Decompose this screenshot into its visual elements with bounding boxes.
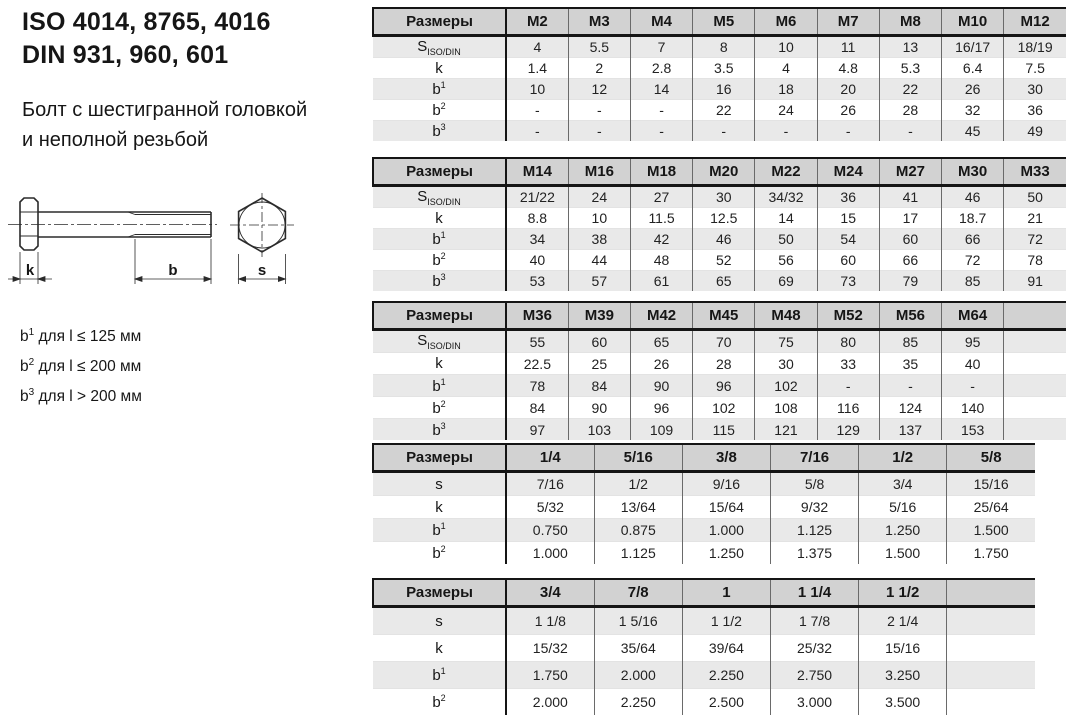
cell-value: 57 (568, 271, 630, 292)
cell-value: 73 (817, 271, 879, 292)
table-row (373, 496, 1035, 519)
column-header: M18 (630, 158, 692, 186)
cell-value: 1 5/16 (594, 607, 682, 635)
cell-value: 4 (755, 58, 817, 79)
cell-value: 46 (693, 229, 755, 250)
column-header: M42 (630, 302, 692, 330)
cell-value: - (506, 100, 568, 121)
cell-value: 1 1/8 (506, 607, 594, 635)
cell-value: 0.875 (594, 519, 682, 542)
cell-value: 1.000 (506, 542, 594, 565)
cell-value: 2.8 (630, 58, 692, 79)
row-label: $b^1$ (373, 375, 506, 397)
column-header: M8 (879, 8, 941, 36)
cell-value: 116 (817, 397, 879, 419)
cell-value: 18 (755, 79, 817, 100)
cell-empty (1004, 419, 1066, 441)
cell-value: 54 (817, 229, 879, 250)
table-row (373, 330, 1066, 353)
dim-label-b: b (168, 262, 178, 279)
table-row (373, 250, 1066, 271)
table-row (373, 353, 1066, 375)
cell-value: 5/8 (770, 472, 858, 496)
table-row (373, 472, 1035, 496)
cell-value: 9/32 (770, 496, 858, 519)
cell-value: 30 (755, 353, 817, 375)
cell-value: 8 (693, 36, 755, 58)
column-header: 3/4 (506, 579, 594, 607)
column-header: M5 (693, 8, 755, 36)
table-row (373, 58, 1066, 79)
cell-value: 2.250 (594, 689, 682, 716)
cell-empty (1004, 353, 1066, 375)
table-corner-label: Размеры (373, 302, 506, 330)
column-header: 1/2 (859, 444, 947, 472)
cell-value: 2.750 (770, 662, 858, 689)
cell-value: 44 (568, 250, 630, 271)
cell-value: 9/16 (682, 472, 770, 496)
cell-value: 1.500 (947, 519, 1035, 542)
column-header: 1 1/4 (770, 579, 858, 607)
cell-value: - (879, 375, 941, 397)
cell-value: 50 (1004, 186, 1066, 208)
table-metric-m14-m33 (372, 157, 1066, 291)
title-din: DIN 931, 960, 601 (22, 41, 229, 69)
cell-value: 108 (755, 397, 817, 419)
column-header: 1 (682, 579, 770, 607)
cell-value: 97 (506, 419, 568, 441)
row-label: $b^3$ (373, 121, 506, 142)
cell-value: 0.750 (506, 519, 594, 542)
table-corner-label: Размеры (373, 8, 506, 36)
dim-label-s: s (257, 262, 267, 279)
dimension-lines (8, 239, 285, 284)
row-label: $S_{ISO/DIN}$ (373, 330, 506, 353)
cell-value: 1.125 (594, 542, 682, 565)
cell-value: - (817, 375, 879, 397)
cell-value: 60 (879, 229, 941, 250)
cell-value: 16/17 (942, 36, 1004, 58)
column-header: 3/8 (682, 444, 770, 472)
cell-value: 11.5 (630, 208, 692, 229)
cell-value: 72 (1004, 229, 1066, 250)
cell-value: 5.5 (568, 36, 630, 58)
cell-value: 124 (879, 397, 941, 419)
cell-value: 85 (879, 330, 941, 353)
dim-label-k: k (25, 262, 35, 279)
cell-value: 2 1/4 (859, 607, 947, 635)
row-label: $b^3$ (373, 271, 506, 292)
row-label: k (373, 353, 506, 375)
cell-value: - (568, 100, 630, 121)
cell-value: 45 (942, 121, 1004, 142)
cell-value: 35 (879, 353, 941, 375)
cell-value: 75 (755, 330, 817, 353)
cell-value: 10 (568, 208, 630, 229)
subtitle-line2: и неполной резьбой (22, 129, 209, 151)
cell-value: 13 (879, 36, 941, 58)
column-header: M7 (817, 8, 879, 36)
cell-empty (947, 607, 1035, 635)
cell-value: 1.500 (859, 542, 947, 565)
cell-value: - (630, 100, 692, 121)
cell-value: 41 (879, 186, 941, 208)
cell-value: 1.750 (947, 542, 1035, 565)
row-label: $b^2$ (373, 100, 506, 121)
table-row (373, 607, 1035, 635)
column-header: M12 (1004, 8, 1066, 36)
column-header: M30 (942, 158, 1004, 186)
cell-value: 72 (942, 250, 1004, 271)
cell-value: 24 (568, 186, 630, 208)
cell-value: 2.000 (594, 662, 682, 689)
cell-empty (947, 635, 1035, 662)
cell-value: 5.3 (879, 58, 941, 79)
cell-value: 35/64 (594, 635, 682, 662)
table-row (373, 100, 1066, 121)
row-label: $b^1$ (373, 229, 506, 250)
cell-value: 5/16 (859, 496, 947, 519)
cell-value: 2 (568, 58, 630, 79)
table-corner-label: Размеры (373, 579, 506, 607)
cell-value: 40 (506, 250, 568, 271)
cell-value: 49 (1004, 121, 1066, 142)
cell-value: 12 (568, 79, 630, 100)
cell-value: 80 (817, 330, 879, 353)
cell-value: 1.750 (506, 662, 594, 689)
cell-value: 22.5 (506, 353, 568, 375)
cell-value: 21 (1004, 208, 1066, 229)
cell-value: 60 (817, 250, 879, 271)
cell-value: 6.4 (942, 58, 1004, 79)
cell-value: 25/64 (947, 496, 1035, 519)
cell-value: 95 (942, 330, 1004, 353)
table-row (373, 519, 1035, 542)
cell-value: 2.250 (682, 662, 770, 689)
column-header-empty (947, 579, 1035, 607)
cell-value: 1 7/8 (770, 607, 858, 635)
cell-value: 36 (1004, 100, 1066, 121)
cell-value: 48 (630, 250, 692, 271)
column-header: M2 (506, 8, 568, 36)
cell-value: 20 (817, 79, 879, 100)
cell-value: 56 (755, 250, 817, 271)
column-header: M56 (879, 302, 941, 330)
cell-value: 46 (942, 186, 1004, 208)
column-header: M39 (568, 302, 630, 330)
row-label: $b^3$ (373, 419, 506, 441)
table-row (373, 79, 1066, 100)
cell-value: 26 (942, 79, 1004, 100)
cell-value: 1.375 (770, 542, 858, 565)
table-row (373, 375, 1066, 397)
cell-value: 53 (506, 271, 568, 292)
cell-value: 1/2 (594, 472, 682, 496)
cell-value: 15/64 (682, 496, 770, 519)
cell-value: 102 (693, 397, 755, 419)
cell-value: 91 (1004, 271, 1066, 292)
row-label: $b^2$ (373, 542, 506, 565)
table-row (373, 689, 1035, 716)
cell-value: 17 (879, 208, 941, 229)
column-header: M4 (630, 8, 692, 36)
cell-value: 36 (817, 186, 879, 208)
table-row (373, 397, 1066, 419)
cell-value: - (879, 121, 941, 142)
column-header: M64 (942, 302, 1004, 330)
column-header: 5/8 (947, 444, 1035, 472)
table-row (373, 36, 1066, 58)
cell-value: 18.7 (942, 208, 1004, 229)
cell-value: 30 (1004, 79, 1066, 100)
cell-value: 22 (879, 79, 941, 100)
cell-value: 66 (942, 229, 1004, 250)
row-label: k (373, 496, 506, 519)
cell-value: 70 (693, 330, 755, 353)
row-label: $S_{ISO/DIN}$ (373, 36, 506, 58)
cell-value: 1.4 (506, 58, 568, 79)
title-iso: ISO 4014, 8765, 4016 (22, 8, 271, 36)
column-header: M36 (506, 302, 568, 330)
column-header: M10 (942, 8, 1004, 36)
cell-value: 30 (693, 186, 755, 208)
cell-value: 38 (568, 229, 630, 250)
bolt-technical-drawing (2, 186, 312, 306)
cell-value: 60 (568, 330, 630, 353)
cell-value: 3.000 (770, 689, 858, 716)
cell-value: 10 (755, 36, 817, 58)
table-row (373, 635, 1035, 662)
cell-empty (947, 662, 1035, 689)
cell-value: 12.5 (693, 208, 755, 229)
cell-value: 78 (506, 375, 568, 397)
cell-value: 15 (817, 208, 879, 229)
bolt-side-view (20, 198, 211, 250)
cell-value: 79 (879, 271, 941, 292)
cell-value: 3.500 (859, 689, 947, 716)
row-label: $b^2$ (373, 689, 506, 716)
column-header: M45 (693, 302, 755, 330)
column-header-empty (1004, 302, 1066, 330)
cell-value: 26 (817, 100, 879, 121)
cell-value: 28 (693, 353, 755, 375)
cell-value: 4 (506, 36, 568, 58)
table-corner-label: Размеры (373, 158, 506, 186)
table-metric-m2-m12 (372, 7, 1066, 141)
cell-value: 39/64 (682, 635, 770, 662)
cell-value: 40 (942, 353, 1004, 375)
cell-value: - (755, 121, 817, 142)
column-header: M3 (568, 8, 630, 36)
cell-value: 61 (630, 271, 692, 292)
column-header: 1 1/2 (859, 579, 947, 607)
cell-value: 2.000 (506, 689, 594, 716)
cell-value: 25 (568, 353, 630, 375)
cell-value: 7/16 (506, 472, 594, 496)
cell-value: 52 (693, 250, 755, 271)
row-label: $b^1$ (373, 519, 506, 542)
cell-value: 115 (693, 419, 755, 441)
page-title (22, 6, 271, 72)
table-row (373, 229, 1066, 250)
cell-value: - (817, 121, 879, 142)
row-label: $b^1$ (373, 79, 506, 100)
cell-value: 84 (506, 397, 568, 419)
subtitle-line1: Болт с шестигранной головкой (22, 99, 308, 121)
cell-value: 66 (879, 250, 941, 271)
note-b2: $b^2$ для l ≤ 200 мм (20, 357, 142, 376)
table-corner-label: Размеры (373, 444, 506, 472)
cell-value: 34/32 (755, 186, 817, 208)
cell-value: 32 (942, 100, 1004, 121)
cell-value: 15/32 (506, 635, 594, 662)
cell-value: 65 (630, 330, 692, 353)
table-row (373, 208, 1066, 229)
column-header: M33 (1004, 158, 1066, 186)
column-header: M22 (755, 158, 817, 186)
row-label: $b^2$ (373, 397, 506, 419)
cell-value: 140 (942, 397, 1004, 419)
row-label: s (373, 472, 506, 496)
row-label: k (373, 635, 506, 662)
cell-value: 18/19 (1004, 36, 1066, 58)
column-header: M48 (755, 302, 817, 330)
table-row (373, 271, 1066, 292)
cell-value: 15/16 (859, 635, 947, 662)
cell-value: 96 (693, 375, 755, 397)
cell-value: 5/32 (506, 496, 594, 519)
cell-value: 69 (755, 271, 817, 292)
table-row (373, 121, 1066, 142)
cell-value: 28 (879, 100, 941, 121)
column-header: M16 (568, 158, 630, 186)
cell-empty (1004, 330, 1066, 353)
cell-value: 1 1/2 (682, 607, 770, 635)
cell-value: 3.5 (693, 58, 755, 79)
cell-value: 16 (693, 79, 755, 100)
cell-value: 121 (755, 419, 817, 441)
table-inch-quarter-to-fiveeighths (372, 443, 1035, 564)
cell-value: 50 (755, 229, 817, 250)
cell-value: 65 (693, 271, 755, 292)
column-header: M24 (817, 158, 879, 186)
cell-value: 90 (630, 375, 692, 397)
cell-value: 7.5 (1004, 58, 1066, 79)
cell-value: 7 (630, 36, 692, 58)
cell-value: - (630, 121, 692, 142)
row-label: $S_{ISO/DIN}$ (373, 186, 506, 208)
table-row (373, 542, 1035, 565)
cell-value: 27 (630, 186, 692, 208)
page-subtitle (22, 95, 307, 155)
cell-value: 1.250 (682, 542, 770, 565)
table-metric-m36-m64 (372, 301, 1066, 440)
table-row (373, 186, 1066, 208)
cell-value: - (693, 121, 755, 142)
cell-empty (1004, 375, 1066, 397)
cell-value: 55 (506, 330, 568, 353)
cell-value: - (506, 121, 568, 142)
cell-value: 25/32 (770, 635, 858, 662)
cell-value: 4.8 (817, 58, 879, 79)
column-header: 7/16 (770, 444, 858, 472)
cell-value: 14 (755, 208, 817, 229)
cell-value: 11 (817, 36, 879, 58)
cell-value: 13/64 (594, 496, 682, 519)
column-header: 5/16 (594, 444, 682, 472)
cell-value: 129 (817, 419, 879, 441)
cell-value: 137 (879, 419, 941, 441)
cell-value: 85 (942, 271, 1004, 292)
cell-value: 21/22 (506, 186, 568, 208)
column-header: 7/8 (594, 579, 682, 607)
column-header: M27 (879, 158, 941, 186)
table-inch-threequarter-to-oneandhalf (372, 578, 1035, 715)
cell-value: 8.8 (506, 208, 568, 229)
cell-value: 78 (1004, 250, 1066, 271)
cell-value: 33 (817, 353, 879, 375)
cell-value: - (942, 375, 1004, 397)
row-label: s (373, 607, 506, 635)
cell-value: - (568, 121, 630, 142)
row-label: k (373, 208, 506, 229)
cell-value: 102 (755, 375, 817, 397)
column-header: M6 (755, 8, 817, 36)
note-b3: $b^3$ для l > 200 мм (20, 387, 142, 406)
cell-empty (1004, 397, 1066, 419)
column-header: M52 (817, 302, 879, 330)
cell-value: 10 (506, 79, 568, 100)
cell-value: 24 (755, 100, 817, 121)
column-header: M20 (693, 158, 755, 186)
cell-value: 1.125 (770, 519, 858, 542)
cell-value: 22 (693, 100, 755, 121)
cell-value: 2.500 (682, 689, 770, 716)
cell-value: 15/16 (947, 472, 1035, 496)
column-header: M14 (506, 158, 568, 186)
table-row (373, 419, 1066, 441)
cell-value: 14 (630, 79, 692, 100)
cell-value: 84 (568, 375, 630, 397)
thread-length-notes (20, 320, 142, 410)
row-label: $b^2$ (373, 250, 506, 271)
cell-value: 42 (630, 229, 692, 250)
cell-value: 3.250 (859, 662, 947, 689)
row-label: k (373, 58, 506, 79)
cell-value: 26 (630, 353, 692, 375)
cell-value: 103 (568, 419, 630, 441)
table-row (373, 662, 1035, 689)
cell-value: 1.000 (682, 519, 770, 542)
cell-value: 3/4 (859, 472, 947, 496)
note-b1: $b^1$ для l ≤ 125 мм (20, 327, 142, 346)
cell-value: 90 (568, 397, 630, 419)
cell-value: 153 (942, 419, 1004, 441)
cell-empty (947, 689, 1035, 716)
cell-value: 34 (506, 229, 568, 250)
cell-value: 1.250 (859, 519, 947, 542)
cell-value: 96 (630, 397, 692, 419)
cell-value: 109 (630, 419, 692, 441)
column-header: 1/4 (506, 444, 594, 472)
row-label: $b^1$ (373, 662, 506, 689)
